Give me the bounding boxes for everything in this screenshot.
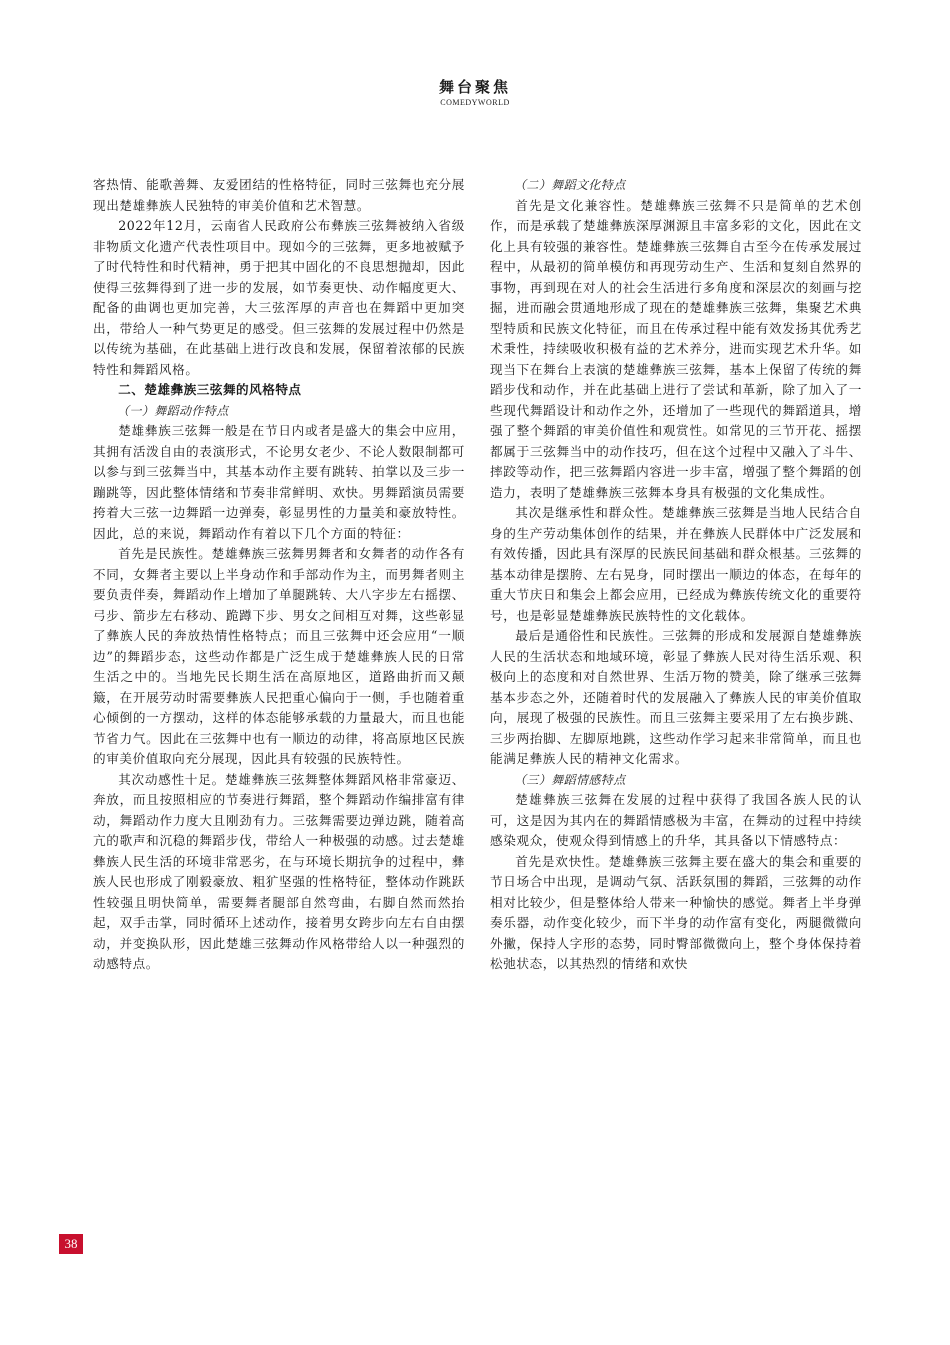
left-column [93,175,465,975]
paragraph: 客热情、能歌善舞、友爱团结的性格特征，同时三弦舞也充分展现出楚雄彝族人民独特的审美价值和艺术智慧。 [93,177,465,213]
section-title: 舞台聚焦 [438,78,511,96]
paragraph: 首先是民族性。楚雄彝族三弦舞男舞者和女舞者的动作各有不同，女舞者主要以上半身动作和手部动作为主，而男舞者则主要负责伴奏，舞蹈动作上增加了单腿跳转、大八字步左右摇摆、弓步、箭步左右移动、跪蹲下步、男女之间相互对舞，这些彰显了彝族人民的奔放热情性格特点；而且三弦舞中还会应用“一顺边”的舞蹈步态，这些动作都是广泛生成于楚雄彝族人民的日常生活之中的。当地先民长期生活在高原地区，道路曲折而又颠簸，在开展劳动时需要彝族人民把重心偏向于一侧，手也随着重心倾倒的一方摆动，这样的体态能够承载的力量最大，而且也能节省力气。因此在三弦舞中也有一顺边的动律，将高原地区民族的审美价值取向充分展现，因此具有较强的民族特性。 [93,546,465,766]
right-column [490,175,862,975]
paragraph: 楚雄彝族三弦舞在发展的过程中获得了我国各族人民的认可，这是因为其内在的舞蹈情感极为丰富，在舞动的过程中持续感染观众，使观众得到情感上的升华，其具备以下情感特点： [490,792,862,848]
paragraph: 其次是继承性和群众性。楚雄彝族三弦舞是当地人民结合自身的生产劳动集体创作的结果，并在彝族人民群体中广泛发展和有效传播，因此具有深厚的民族民间基础和群众根基。三弦舞的基本动律是摆胯、左右晃身，同时摆出一顺边的体态，在每年的重大节庆日和集会上都会应用，已经成为彝族传统文化的重要符号，也是彰显楚雄彝族民族特性的文化载体。 [490,505,862,623]
section-heading: 二、楚雄彝族三弦舞的风格特点 [118,382,302,397]
section-subtitle: COMEDYWORLD [440,98,510,107]
paragraph: 楚雄彝族三弦舞一般是在节日内或者是盛大的集会中应用，其拥有活泼自由的表演形式，不论男女老少、不论人数限制都可以参与到三弦舞当中，其基本动作主要有跳转、拍掌以及三步一蹦跳等，因此整体情绪和节奏非常鲜明、欢快。男舞蹈演员需要挎着大三弦一边舞蹈一边弹奏，彰显男性的力量美和豪放特性。因此，总的来说，舞蹈动作有着以下几个方面的特征： [93,423,465,541]
paragraph: 其次动感性十足。楚雄彝族三弦舞整体舞蹈风格非常豪迈、奔放，而且按照相应的节奏进行舞蹈，整个舞蹈动作编排富有律动，舞蹈动作力度大且刚劲有力。三弦舞需要边弹边跳，随着高亢的歌声和沉稳的舞蹈步伐，带给人一种极强的动感。过去楚雄彝族人民生活的环境非常恶劣，在与环境长期抗争的过程中，彝族人民也形成了刚毅豪放、粗犷坚强的性格特征，整体动作跳跃性较强且明快简单，需要舞者腿部自然弯曲，右脚自然而然抬起，双手击掌，同时循环上述动作，接着男女跨步向左右自由摆动，并变换队形，因此楚雄三弦舞动作风格带给人以一种强烈的动感特点。 [93,771,465,971]
subsection-heading: （三）舞蹈情感特点 [514,772,626,787]
magazine-header [0,79,950,108]
paragraph: 最后是通俗性和民族性。三弦舞的形成和发展源自楚雄彝族人民的生活状态和地域环境，彰显了彝族人民对待生活乐观、积极向上的态度和对自然世界、生活万物的赞美，除了继承三弦舞基本步态之外，还随着时代的发展融入了彝族人民的审美价值取向，展现了极强的民族性。而且三弦舞主要采用了左右换步跳、三步两抬脚、左脚原地跳，这些动作学习起来非常简单，而且也能满足彝族人民的精神文化需求。 [490,628,862,766]
subsection-heading: （二）舞蹈文化特点 [514,178,626,192]
paragraph: 2022年12月，云南省人民政府公布彝族三弦舞被纳入省级非物质文化遗产代表性项目中。现如今的三弦舞，更多地被赋予了时代特性和时代精神，勇于把其中固化的不良思想抛却，因此使得三弦舞得到了进一步的发展，如节奏更快、动作幅度更大、配备的曲调也更加完善，大三弦浑厚的声音也在舞蹈中更加突出，带给人一种气势更足的感受。但三弦舞的发展过程中仍然是以传统为基础，在此基础上进行改良和发展，保留着浓郁的民族特性和舞蹈风格。 [93,218,465,377]
paragraph: 首先是文化兼容性。楚雄彝族三弦舞不只是简单的艺术创作，而是承载了楚雄彝族深厚渊源且丰富多彩的文化，因此在文化上具有较强的兼容性。楚雄彝族三弦舞自古至今在传承发展过程中，从最初的简单模仿和再现劳动生产、生活和复刻自然界的事物，再到现在对人的社会生活进行多角度和深层次的刻画与挖掘，进而融会贯通地形成了现在的楚雄彝族三弦舞，集聚艺术典型特质和民族文化特征，而且在传承过程中能有效发扬其优秀艺术秉性，持续吸收积极有益的艺术养分，进而实现艺术升华。如现当下在舞台上表演的楚雄彝族三弦舞，基本上保留了传统的舞蹈步伐和动作，并在此基础上进行了尝试和革新，除了加入了一些现代舞蹈设计和动作之外，还增加了一些现代的舞蹈道具，增强了整个舞蹈的审美价值性和观赏性。如常见的三节开花、摇摆都属于三弦舞当中的动作技巧，但在这个过程中又融入了斗牛、摔跤等动作，把三弦舞蹈内容进一步丰富，增强了整个舞蹈的创造力，表明了楚雄彝族三弦舞本身具有极强的文化集成性。 [490,197,862,500]
page-number: 38 [59,1234,83,1254]
subsection-heading: （一）舞蹈动作特点 [117,403,229,418]
paragraph: 首先是欢快性。楚雄彝族三弦舞主要在盛大的集会和重要的节日场合中出现，是调动气氛、活跃氛围的舞蹈，三弦舞的动作相对比较少，但是整体给人带来一种愉快的感觉。舞者上半身弹奏乐器，动作变化较少，而下半身的动作富有变化，两腿微微向外撇，保持人字形的态势，同时臀部微微向上，整个身体保持着松弛状态，以其热烈的情绪和欢快 [490,853,862,971]
